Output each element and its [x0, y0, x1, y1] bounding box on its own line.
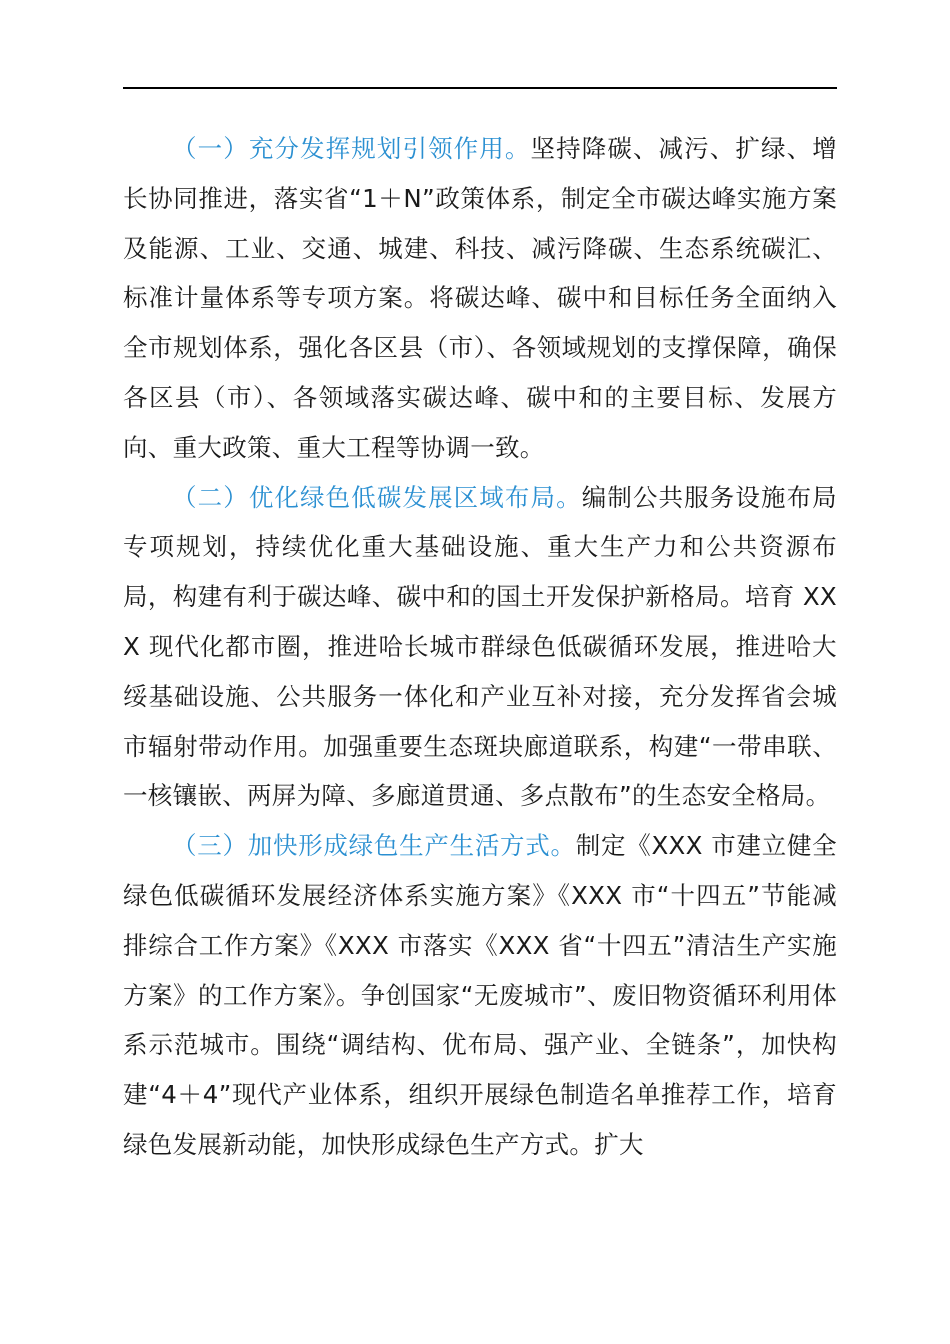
- section-heading-1: （一）充分发挥规划引领作用。: [172, 134, 531, 163]
- document-body: [123, 124, 837, 1170]
- paragraph-3-text: 制定《XXX 市建立健全绿色低碳循环发展经济体系实施方案》《XXX 市“十四五”节能减排综合工作方案》《XXX 市落实《XXX 省“十四五”清洁生产实施方案》的工作方案》。争创国家“无废城市”、废旧物资循环利用体系示范城市。围绕“调结构、优布局、强产业、全链条”，加快构建“4＋4”现代产业体系，组织开展绿色制造名单推荐工作，培育绿色发展新动能，加快形成绿色生产方式。扩大: [123, 831, 837, 1159]
- section-heading-3: （三）加快形成绿色生产生活方式。: [172, 831, 576, 861]
- paragraph-3: [123, 821, 837, 1170]
- paragraph-2: [123, 473, 837, 822]
- paragraph-2-text: 编制公共服务设施布局专项规划，持续优化重大基础设施、重大生产力和公共资源布局，构建有利于碳达峰、碳中和的国土开发保护新格局。培育 XXX 现代化都市圈，推进哈长城市群绿色低碳循环发展，推进哈大绥基础设施、公共服务一体化和产业互补对接，充分发挥省会城市辐射带动作用。加强重要生态斑块廊道联系，构建“一带串联、一核镶嵌、两屏为障、多廊道贯通、多点散布”的生态安全格局。: [123, 482, 837, 811]
- paragraph-1-text: 坚持降碳、减污、扩绿、增长协同推进，落实省“1＋N”政策体系，制定全市碳达峰实施方案及能源、工业、交通、城建、科技、减污降碳、生态系统碳汇、标准计量体系等专项方案。将碳达峰、碳中和目标任务全面纳入全市规划体系，强化各区县（市）、各领域规划的支撑保障，确保各区县（市）、各领域落实碳达峰、碳中和的主要目标、发展方向、重大政策、重大工程等协调一致。: [123, 134, 837, 462]
- section-heading-2: （二）优化绿色低碳发展区域布局。: [172, 482, 582, 512]
- header-rule: [123, 87, 837, 89]
- paragraph-1: [123, 124, 837, 473]
